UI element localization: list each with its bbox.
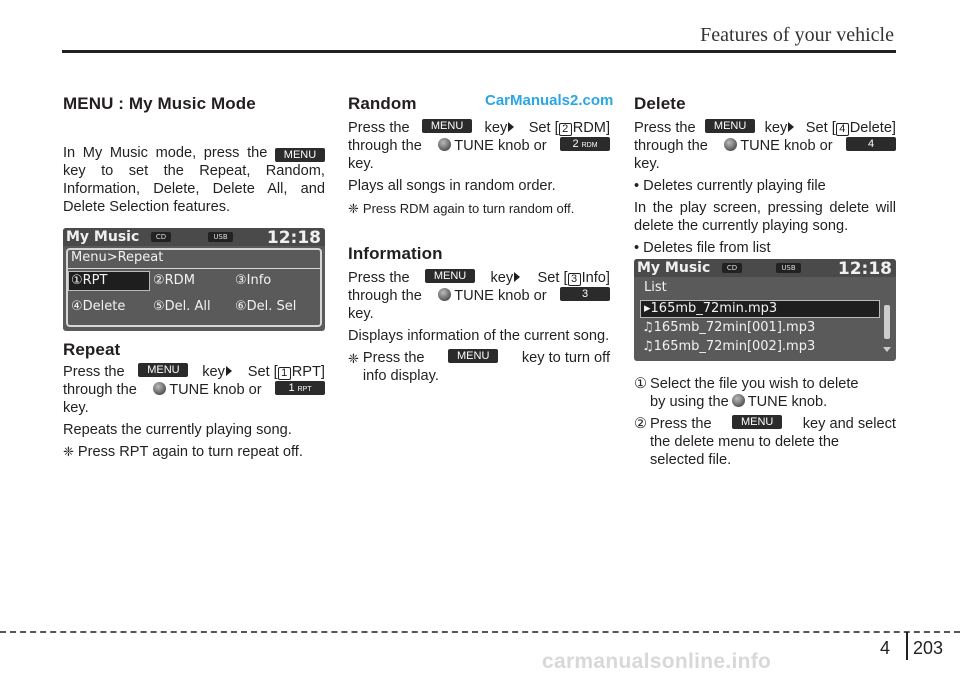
file-item-3 [642, 339, 815, 354]
bullet-icon: • [634, 178, 640, 194]
menu-key-icon: MENU [705, 119, 755, 133]
menu-key-icon: MENU [138, 363, 188, 377]
repeat-text-rpt: RPT] [291, 364, 325, 380]
rpt-1-key-icon [275, 381, 325, 395]
random-text-keydot: key. [348, 156, 374, 172]
menu-item-rpt: ①RPT [71, 273, 108, 288]
menu-item-rdm: ②RDM [153, 273, 195, 288]
arrow-right-icon [226, 366, 232, 376]
info-note-press: Press the [362, 350, 425, 366]
random-line-2 [348, 137, 610, 155]
info-line-2 [348, 287, 610, 305]
number-1-icon: 1 [278, 367, 291, 380]
delete-bullet-1 [634, 177, 896, 195]
info-text-info: Info] [581, 270, 610, 286]
header-rule [62, 50, 896, 53]
info-text-keydot: key. [348, 306, 374, 322]
delete-text-press: Press the [634, 120, 696, 136]
repeat-note [63, 443, 325, 461]
arrow-right-icon [788, 122, 794, 132]
file-name: 165mb_72min[001].mp3 [653, 320, 816, 335]
screen-clock: 12:18 [266, 228, 321, 248]
section-heading-delete: Delete [634, 94, 686, 113]
step-2-text-c: the delete menu to delete the [650, 434, 840, 450]
delete-text-tune: TUNE knob or [740, 138, 833, 154]
menu-item-del-all: ⑤Del. All [153, 299, 211, 314]
screen-title: My Music [66, 229, 140, 245]
bullet-icon: • [634, 240, 640, 256]
random-text-tune: TUNE knob or [454, 138, 547, 154]
info-note-body [363, 349, 610, 385]
usb-badge: USB [208, 232, 233, 242]
delete-text-key: key [764, 120, 788, 136]
delete-line-2 [634, 137, 896, 155]
random-text-set: Set [ [528, 120, 559, 136]
delete-bullet-2-text: Deletes file from list [643, 240, 771, 256]
note-icon: ❈ [348, 201, 359, 216]
key-sub: RDM [581, 142, 598, 149]
tune-knob-icon [724, 138, 737, 151]
info-desc: Displays information of the current song. [348, 328, 610, 344]
step-1-line-2 [650, 393, 896, 411]
repeat-text-through: through the [63, 382, 137, 398]
key-num: 2 [572, 138, 579, 150]
step-1-number: ① [634, 376, 648, 392]
cd-badge: CD [722, 263, 742, 273]
repeat-note-text: Press RPT again to turn repeat off. [77, 444, 303, 460]
number-2-icon: 2 [559, 123, 572, 136]
random-note-text: Press RDM again to turn random off. [362, 201, 575, 216]
menu-item-info: ③Info [235, 273, 272, 288]
repeat-text-press: Press the [63, 364, 125, 380]
menu-path: Menu>Repeat [71, 250, 164, 265]
menu-key-icon: MENU [425, 269, 475, 283]
menu-item-del-sel: ⑥Del. Sel [235, 299, 297, 314]
tune-knob-icon [732, 394, 745, 407]
random-text-rdm: RDM] [572, 120, 610, 136]
delete-bullet-1-text: Deletes currently playing file [643, 178, 826, 194]
delete-list-screen [634, 259, 896, 361]
delete-text-delete: Delete] [849, 120, 896, 136]
note-icon: ❈ [348, 351, 359, 366]
menu-item-delete: ④Delete [71, 299, 126, 314]
step-1-text-c: TUNE knob. [747, 394, 828, 410]
info-text-tune: TUNE knob or [454, 288, 547, 304]
repeat-text-set: Set [ [247, 364, 278, 380]
file-item-1 [644, 301, 777, 316]
random-instructions [348, 119, 610, 218]
file-item-2 [642, 320, 815, 335]
menu-key-icon: MENU [275, 148, 325, 162]
repeat-line-1 [63, 363, 325, 381]
scroll-down-icon [883, 347, 891, 352]
random-desc: Plays all songs in random order. [348, 178, 556, 194]
key-num: 1 [288, 382, 295, 394]
arrow-right-icon [508, 122, 514, 132]
play-arrow-icon: ▸ [644, 301, 651, 316]
info-note [348, 349, 610, 385]
repeat-text-tune: TUNE knob or [169, 382, 262, 398]
section-heading-information: Information [348, 244, 443, 263]
page-number: 203 [913, 638, 944, 658]
intro-paragraph [63, 144, 325, 216]
repeat-text-keydot: key. [63, 400, 89, 416]
random-line-1 [348, 119, 610, 137]
menu-key-icon: MENU [732, 415, 782, 429]
page-header-title: Features of your vehicle [700, 24, 894, 46]
rdm-2-key-icon [560, 137, 610, 151]
intro-text-a: In My Music mode, press the [63, 145, 268, 161]
delete-steps [634, 375, 896, 469]
note-icon: ❈ [63, 444, 74, 459]
step-2-text-b: key and select [802, 416, 896, 432]
screen-clock: 12:18 [837, 259, 892, 279]
menu-key-icon: MENU [422, 119, 472, 133]
tune-knob-icon [438, 138, 451, 151]
info-instructions [348, 269, 610, 385]
section-heading-repeat: Repeat [63, 340, 121, 359]
number-4-icon: 4 [836, 123, 849, 136]
arrow-right-icon [514, 272, 520, 282]
watermark-link[interactable]: CarManuals2.com [485, 92, 614, 109]
music-note-icon: ♫ [642, 339, 654, 354]
section-heading-menu: MENU : My Music Mode [63, 94, 256, 113]
info-note-display: info display. [362, 368, 439, 384]
info-line-1 [348, 269, 610, 287]
tune-knob-icon [438, 288, 451, 301]
page-number-divider [906, 632, 908, 660]
step-1-text-a: Select the file you wish to delete [650, 376, 859, 392]
delete-text-set: Set [ [805, 120, 836, 136]
repeat-line-2 [63, 381, 325, 399]
info-text-key: key [490, 270, 514, 286]
section-heading-random: Random [348, 94, 417, 113]
screen-title: My Music [637, 260, 711, 276]
random-text-through: through the [348, 138, 422, 154]
delete-text-through: through the [634, 138, 708, 154]
file-name: 165mb_72min.mp3 [650, 301, 778, 316]
menu-divider [67, 268, 321, 269]
repeat-menu-screen [63, 228, 325, 331]
number-3-icon: 3 [568, 273, 581, 286]
random-text-press: Press the [348, 120, 410, 136]
footer-watermark: carmanualsonline.info [542, 650, 772, 673]
random-note [348, 200, 610, 218]
num-4-key-icon: 4 [846, 137, 896, 151]
repeat-instructions [63, 363, 325, 461]
step-2-line-1 [650, 415, 896, 433]
delete-line-1 [634, 119, 896, 137]
key-sub: RPT [297, 386, 312, 393]
repeat-desc: Repeats the currently playing song. [63, 422, 292, 438]
tune-knob-icon [153, 382, 166, 395]
info-text-through: through the [348, 288, 422, 304]
step-1-body [650, 375, 896, 411]
delete-instructions [634, 119, 896, 257]
step-1-text-b: by using the [650, 394, 729, 410]
num-3-key-icon: 3 [560, 287, 610, 301]
delete-desc: In the play screen, pressing delete will delete the currently playing song. [634, 200, 896, 234]
info-text-set: Set [ [537, 270, 568, 286]
random-text-key: key [484, 120, 508, 136]
step-2-body [650, 415, 896, 469]
cd-badge: CD [151, 232, 171, 242]
usb-badge: USB [776, 263, 801, 273]
step-2 [634, 415, 896, 469]
file-name: 165mb_72min[002].mp3 [653, 339, 816, 354]
list-scrollbar [884, 305, 890, 339]
step-2-text-a: Press the [650, 416, 712, 432]
info-text-press: Press the [348, 270, 410, 286]
footer-rule [0, 631, 960, 633]
list-title: List [644, 280, 667, 295]
chapter-number: 4 [880, 638, 891, 658]
menu-key-icon: MENU [448, 349, 498, 363]
step-2-text-d: selected file. [650, 452, 732, 468]
music-note-icon: ♫ [642, 320, 654, 335]
info-note-line-1 [363, 349, 610, 367]
step-2-number: ② [634, 416, 648, 432]
delete-text-keydot: key. [634, 156, 660, 172]
intro-text-b: key to set the Repeat, Random, Information, Delete, Delete All, and Delete Selection features. [63, 163, 325, 215]
info-note-turnoff: key to turn off [521, 350, 610, 366]
delete-bullet-2 [634, 239, 896, 257]
step-1 [634, 375, 896, 411]
repeat-text-key: key [202, 364, 225, 380]
